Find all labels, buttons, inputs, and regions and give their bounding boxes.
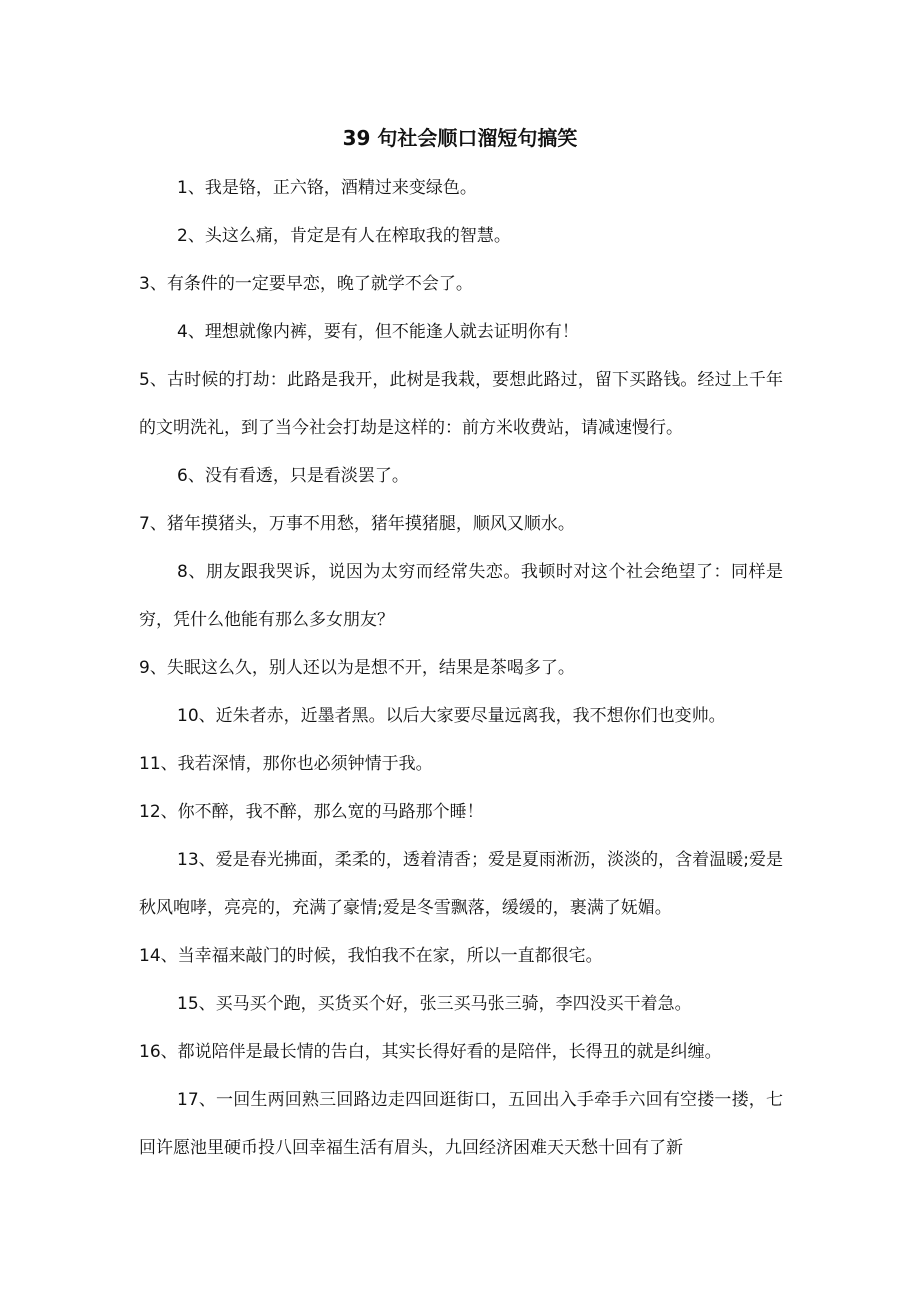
list-item-5: 5、古时候的打劫：此路是我开，此树是我栽，要想此路过，留下买路钱。经过上千年的文明洗礼，到了当今社会打劫是这样的：前方米收费站，请减速慢行。	[139, 370, 783, 438]
list-item-7: 7、猪年摸猪头，万事不用愁，猪年摸猪腿，顺风又顺水。	[139, 514, 575, 534]
list-item-1: 1、我是铬，正六铬，酒精过来变绿色。	[177, 178, 477, 198]
list-item-10: 10、近朱者赤，近墨者黑。以后大家要尽量远离我，我不想你们也变帅。	[177, 706, 726, 726]
list-item-3: 3、有条件的一定要早恋，晚了就学不会了。	[139, 274, 473, 294]
document-title: 39 句社会顺口溜短句搞笑	[342, 126, 578, 150]
list-item-9: 9、失眠这么久，别人还以为是想不开，结果是茶喝多了。	[139, 658, 575, 678]
list-item-13: 13、爱是春光拂面，柔柔的，透着清香；爱是夏雨淅沥，淡淡的，含着温暖;爱是秋风咆哮，亮亮的，充满了豪情;爱是冬雪飘落，缓缓的，裹满了妩媚。	[139, 850, 783, 918]
list-item-14: 14、当幸福来敲门的时候，我怕我不在家，所以一直都很宅。	[139, 946, 603, 966]
list-item-6: 6、没有看透，只是看淡罢了。	[177, 466, 409, 486]
list-item-12: 12、你不醉，我不醉，那么宽的马路那个睡！	[139, 802, 484, 822]
list-item-15: 15、买马买个跑，买货买个好，张三买马张三骑，李四没买干着急。	[177, 994, 692, 1014]
list-item-11: 11、我若深情，那你也必须钟情于我。	[139, 754, 433, 774]
list-item-16: 16、都说陪伴是最长情的告白，其实长得好看的是陪伴，长得丑的就是纠缠。	[139, 1042, 722, 1062]
list-item-8: 8、朋友跟我哭诉，说因为太穷而经常失恋。我顿时对这个社会绝望了：同样是穷，凭什么他能有那么多女朋友？	[139, 562, 783, 630]
document-body	[139, 164, 783, 1172]
list-item-2: 2、头这么痛，肯定是有人在榨取我的智慧。	[177, 226, 511, 246]
list-item-4: 4、理想就像内裤，要有，但不能逢人就去证明你有！	[177, 322, 579, 342]
list-item-17: 17、一回生两回熟三回路边走四回逛街口，五回出入手牵手六回有空搂一搂，七回许愿池里硬币投八回幸福生活有眉头，九回经济困难天天愁十回有了新	[139, 1090, 783, 1158]
